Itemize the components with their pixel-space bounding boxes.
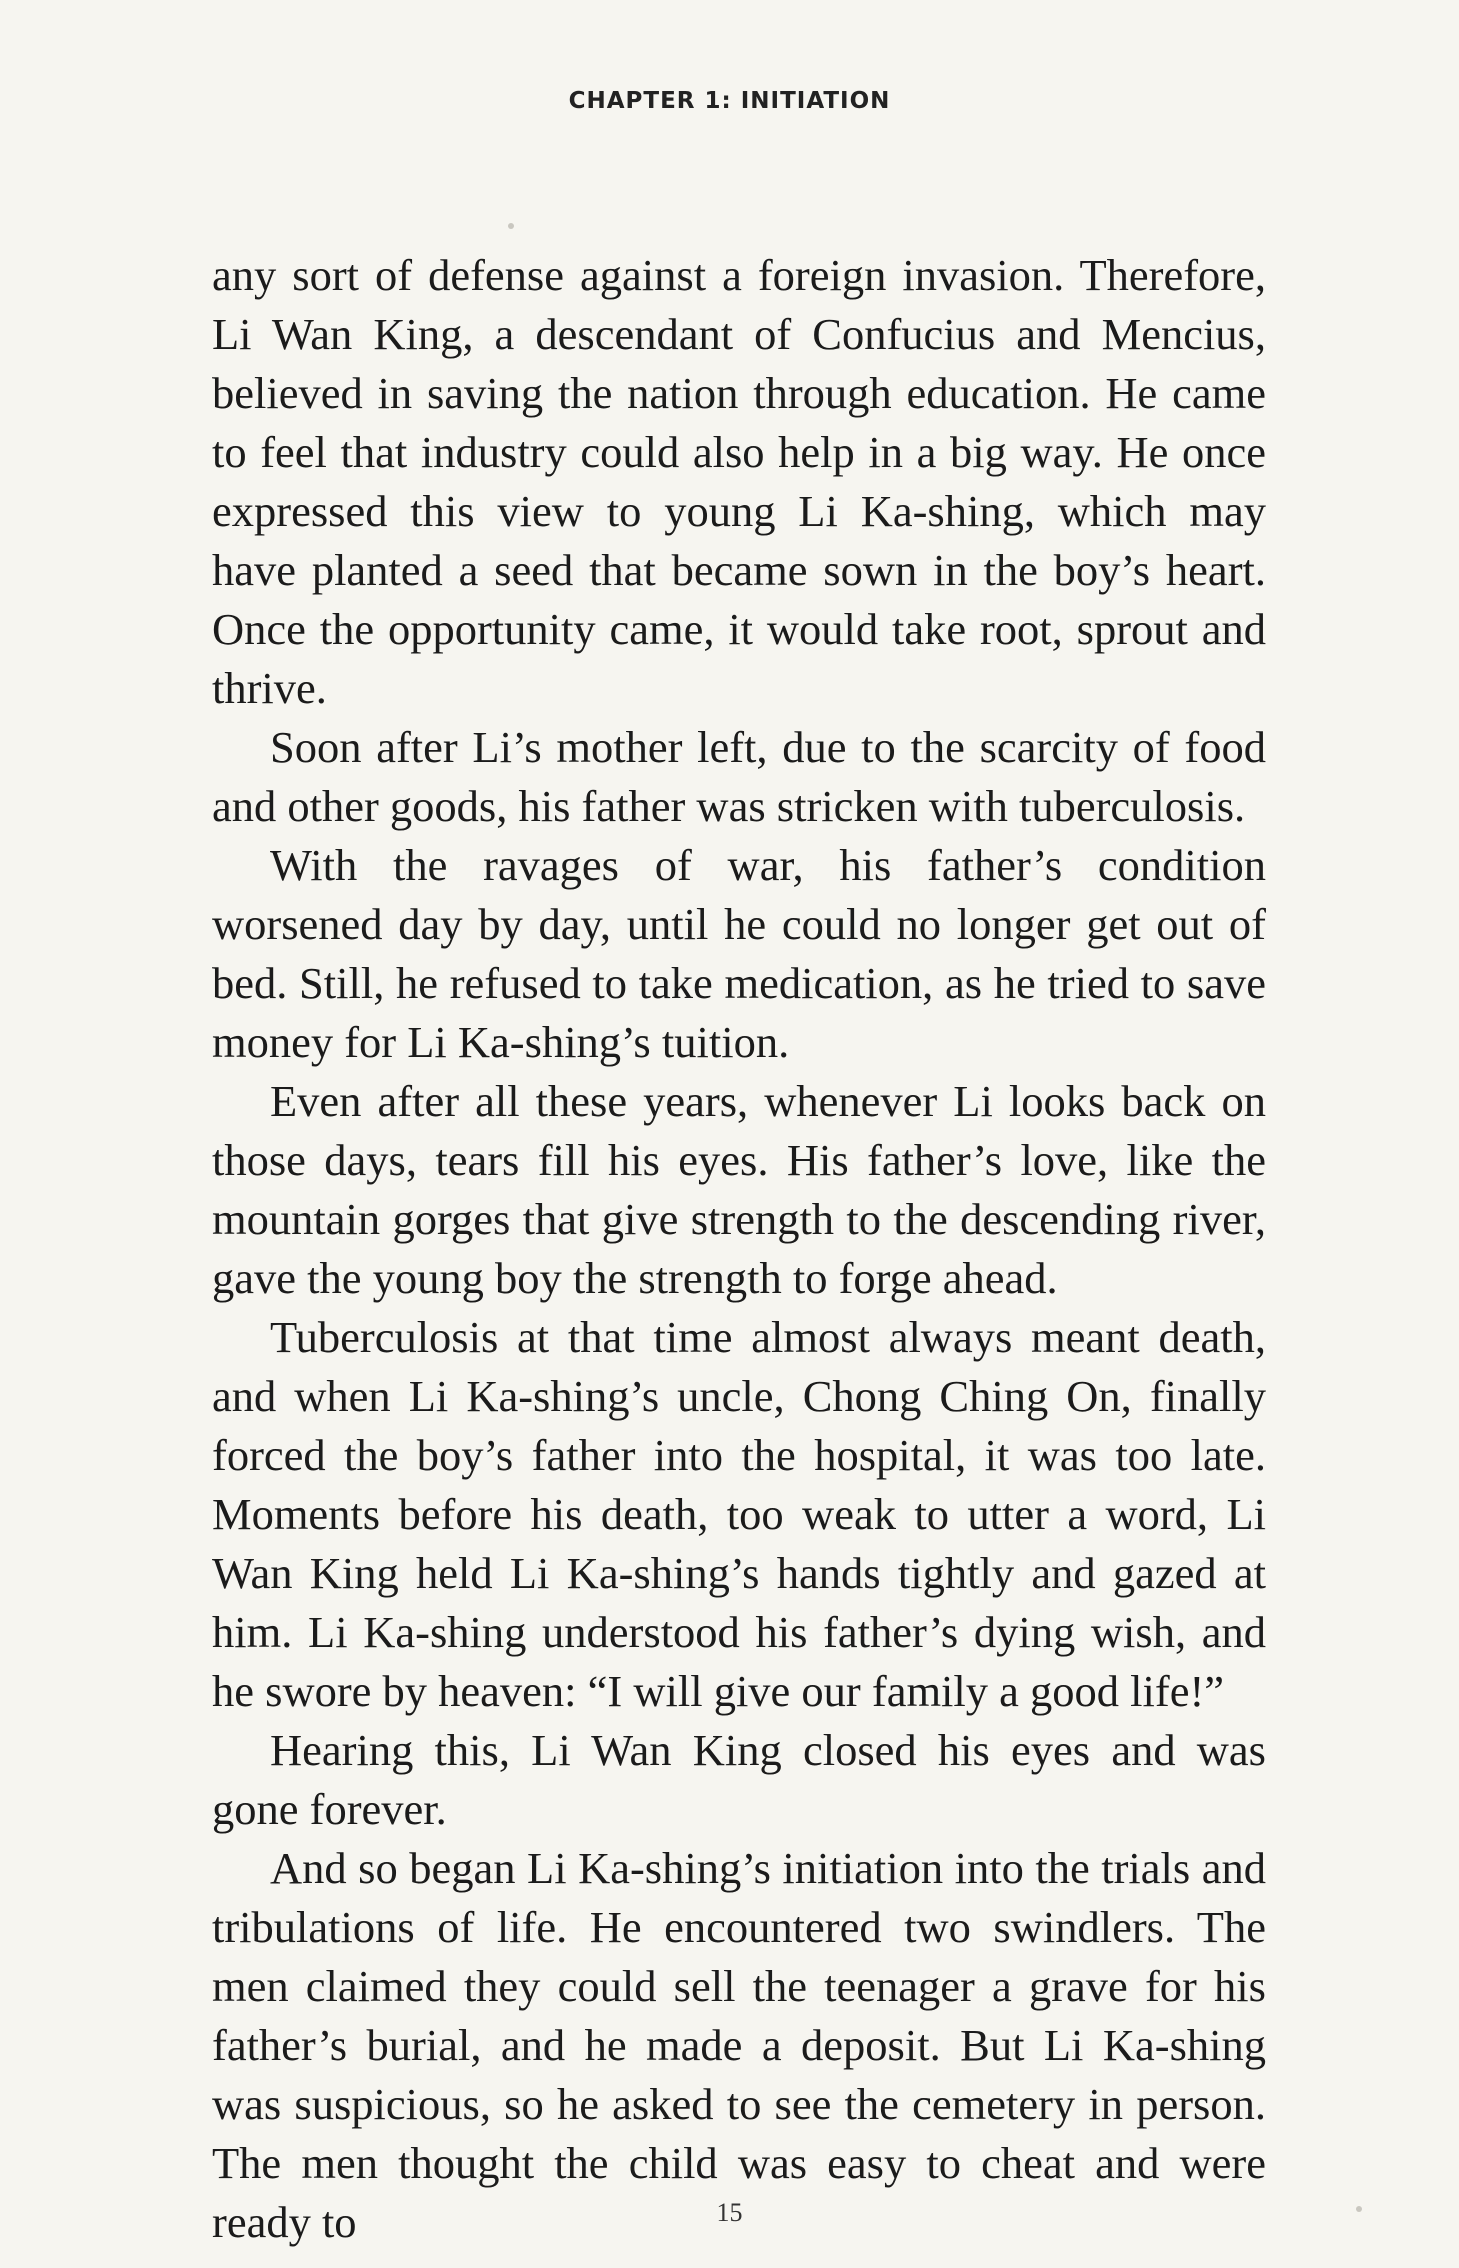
page-number: 15 xyxy=(716,2198,743,2227)
paragraph: Soon after Li’s mother left, due to the scarcity of food and other goods, his father was stricken with tuberculosis. xyxy=(212,722,1266,831)
paragraph: With the ravages of war, his father’s condition worsened day by day, until he could no longer get out of bed. Still, he refused to take medication, as he tried to save money for Li Ka-shing’s tuition. xyxy=(212,840,1266,1067)
paragraph: Tuberculosis at that time almost always meant death, and when Li Ka-shing’s uncle, Chong Ching On, finally forced the boy’s father into the hospital, it was too late. Moments before his death, too weak to utter a word, Li Wan King held Li Ka-shing’s hands tightly and gazed at him. Li Ka-shing understood his father’s dying wish, and he swore by heaven: “I will give our family a good life!” xyxy=(212,1312,1266,1716)
paragraph: Hearing this, Li Wan King closed his eyes and was gone forever. xyxy=(212,1725,1266,1834)
running-head: CHAPTER 1: INITIATION xyxy=(568,88,891,114)
paragraph: Even after all these years, whenever Li looks back on those days, tears fill his eyes. His father’s love, like the mountain gorges that give strength to the descending river, gave the young boy the strength to forge ahead. xyxy=(212,1076,1266,1303)
scan-speck xyxy=(1356,2206,1362,2212)
paragraph: And so began Li Ka-shing’s initiation into the trials and tribulations of life. He encountered two swindlers. The men claimed they could sell the teenager a grave for his father’s burial, and he made a deposit. But Li Ka-shing was suspicious, so he asked to see the cemetery in person. The men thought the child was easy to cheat and were ready to xyxy=(212,1843,1266,2247)
paragraph-continued: any sort of defense against a foreign invasion. Therefore, Li Wan King, a descendant of Confucius and Mencius, believed in saving the nation through education. He came to feel that industry could also help in a big way. He once expressed this view to young Li Ka-shing, which may have planted a seed that became sown in the boy’s heart. Once the opportunity came, it would take root, sprout and thrive. xyxy=(212,250,1266,713)
scan-speck xyxy=(508,223,514,229)
body-text xyxy=(212,246,1266,2252)
